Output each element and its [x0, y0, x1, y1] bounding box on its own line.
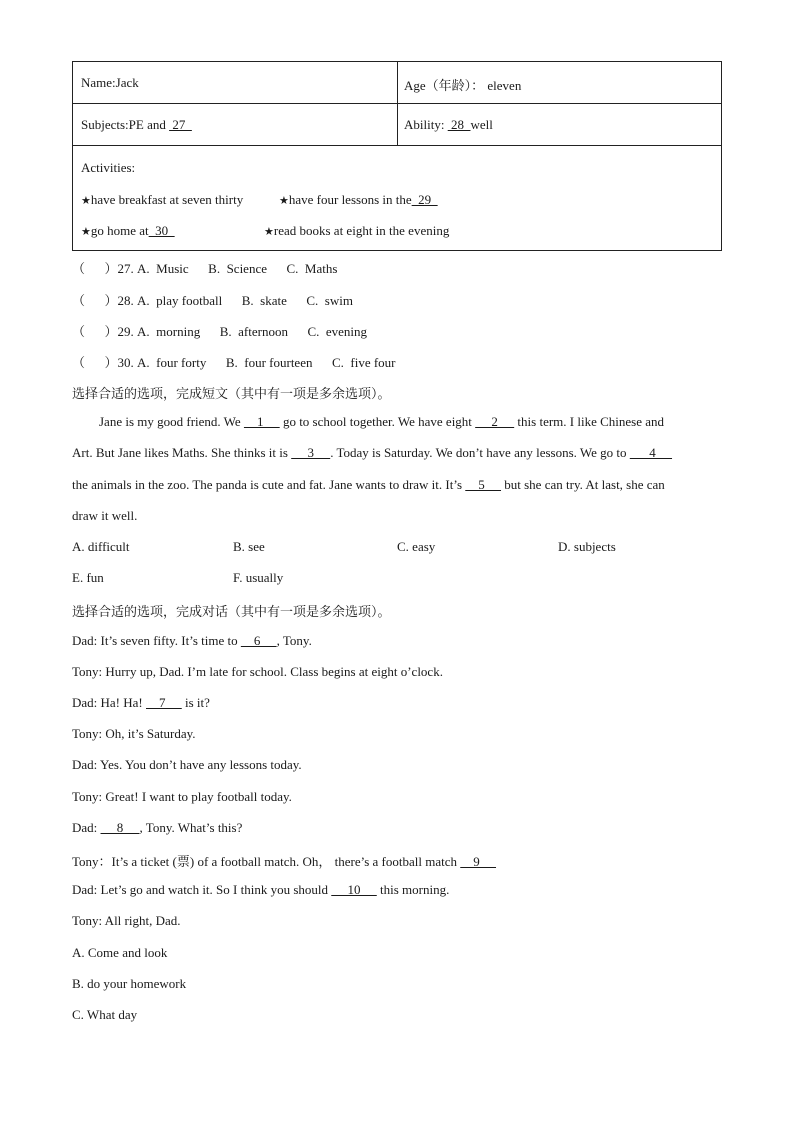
blank-2: 2 — [475, 414, 515, 429]
dialogue-option-b: B. do your homework — [72, 976, 187, 991]
blank-6: 6 — [240, 633, 277, 648]
answer-paren: （ ） — [72, 355, 118, 370]
subjects-cell — [81, 117, 192, 133]
dialogue-line-2: Tony: Hurry up, Dad. I’m late for school. Class begins at eight o’clock. — [72, 664, 443, 679]
blank-3: 3 — [291, 445, 331, 460]
dialogue-text: Dad: — [72, 820, 101, 835]
blank-7: 7 — [146, 695, 182, 710]
student-info-table — [72, 61, 722, 251]
blank-28: 28 — [447, 117, 471, 132]
dialogue-text: , Tony. What’s this? — [139, 820, 243, 835]
section-heading-dialogue: 选择合适的选项，完成对话（其中有一项是多余选项）。 — [72, 605, 391, 620]
dialogue-text: , Tony. — [276, 633, 312, 648]
blank-10: 10 — [331, 882, 377, 897]
passage-line-4: draw it well. — [72, 508, 138, 523]
name-cell: Name:Jack — [81, 75, 139, 90]
answer-paren: （ ） — [72, 261, 118, 276]
dialogue-option-c: C. What day — [72, 1007, 138, 1022]
dialogue-line-1 — [72, 633, 312, 649]
question-30 — [72, 352, 396, 371]
question-text: 28. A. play football B. skate C. swim — [117, 293, 353, 308]
dialogue-line-9 — [72, 882, 449, 898]
dialogue-text: Dad: It’s seven fifty. It’s time to — [72, 633, 241, 648]
question-text: 29. A. morning B. afternoon C. evening — [117, 324, 368, 339]
activity-text: have breakfast at seven thirty — [90, 192, 244, 207]
activity-breakfast — [81, 192, 243, 208]
passage-line-3 — [72, 477, 665, 493]
ability-suffix: well — [470, 117, 493, 132]
dialogue-line-4: Tony: Oh, it’s Saturday. — [72, 726, 196, 741]
passage-text: but she can try. At last, she can — [501, 477, 665, 492]
blank-29: 29 — [411, 192, 438, 207]
dialogue-line-7 — [72, 820, 242, 836]
passage-text: go to school together. We have eight — [279, 414, 476, 429]
blank-5: 5 — [465, 477, 502, 492]
activity-text: have four lessons in the — [288, 192, 412, 207]
question-text: 27. A. Music B. Science C. Maths — [117, 261, 338, 276]
dialogue-text: this morning. — [376, 882, 450, 897]
dialogue-line-8 — [72, 851, 496, 870]
question-29 — [72, 321, 367, 340]
star-icon: ★ — [279, 194, 289, 207]
dialogue-text: Dad: Ha! Ha! — [72, 695, 146, 710]
dialogue-line-10: Tony: All right, Dad. — [72, 913, 181, 928]
question-27 — [72, 258, 337, 277]
star-icon: ★ — [264, 225, 274, 238]
passage-text: the animals in the zoo. The panda is cute and fat. Jane wants to draw it. It’s — [72, 477, 466, 492]
activity-home — [81, 223, 175, 239]
question-text: 30. A. four forty B. four fourteen C. five four — [117, 355, 396, 370]
blank-8: 8 — [100, 820, 140, 835]
passage-text: Jane is my good friend. We — [99, 414, 244, 429]
answer-paren: （ ） — [72, 293, 118, 308]
activities-title: Activities: — [81, 160, 136, 175]
age-cell: Age（年龄）： eleven — [404, 78, 522, 93]
star-icon: ★ — [81, 225, 91, 238]
option-f: F. usually — [233, 570, 284, 585]
dialogue-text: Dad: Let’s go and watch it. So I think you should — [72, 882, 332, 897]
activity-lessons — [279, 192, 438, 208]
dialogue-line-3 — [72, 695, 210, 711]
passage-text: Art. But Jane likes Maths. She thinks it is — [72, 445, 292, 460]
table-column-divider — [397, 62, 398, 146]
ability-label: Ability: — [404, 117, 448, 132]
star-icon: ★ — [81, 194, 91, 207]
answer-paren: （ ） — [72, 324, 118, 339]
dialogue-line-6: Tony: Great! I want to play football today. — [72, 789, 292, 804]
question-28 — [72, 290, 353, 309]
passage-text: . Today is Saturday. We don’t have any lessons. We go to — [330, 445, 630, 460]
blank-1: 1 — [243, 414, 280, 429]
option-d: D. subjects — [558, 539, 616, 554]
option-c: C. easy — [397, 539, 436, 554]
dialogue-line-5: Dad: Yes. You don’t have any lessons today. — [72, 757, 302, 772]
dialogue-text: is it? — [181, 695, 210, 710]
ability-cell — [404, 117, 493, 133]
activity-read — [264, 223, 449, 239]
activity-text: read books at eight in the evening — [273, 223, 450, 238]
blank-30: 30 — [148, 223, 175, 238]
option-a: A. difficult — [72, 539, 130, 554]
section-heading-passage: 选择合适的选项，完成短文（其中有一项是多余选项）。 — [72, 387, 391, 402]
dialogue-text: Tony：It’s a ticket (票) of a football match. Oh， there’s a football match — [72, 854, 461, 869]
dialogue-option-a: A. Come and look — [72, 945, 168, 960]
activity-text: go home at — [90, 223, 149, 238]
option-e: E. fun — [72, 570, 104, 585]
blank-4: 4 — [629, 445, 673, 460]
blank-27: 27 — [169, 117, 192, 132]
blank-9: 9 — [460, 854, 497, 869]
passage-text: this term. I like Chinese and — [514, 414, 665, 429]
passage-line-2 — [72, 445, 672, 461]
option-b: B. see — [233, 539, 265, 554]
passage-line-1 — [99, 414, 664, 430]
subjects-label: Subjects:PE and — [81, 117, 170, 132]
